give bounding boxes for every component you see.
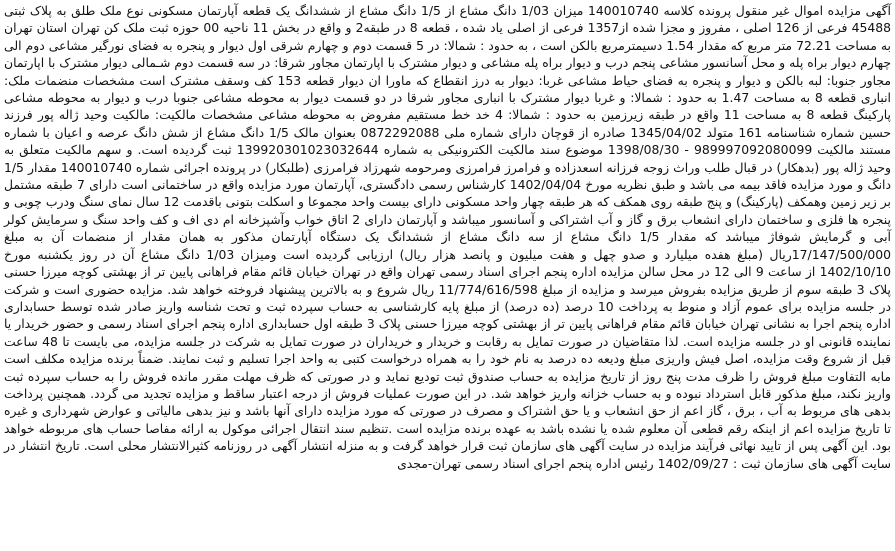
notice-body: آگهی مزایده اموال غیر منقول پرونده کلاسه 140010740 میزان 1/03 دانگ مشاع از 1/5 دانگ مشاع از ششدانگ یک قطعه آپارتمان مسکونی نوع ملک طلق به پلاک ثبتی 45488 فرعی از 126 اصلی ، مفروز و مجزا شده از1357 فرعی از اصلی یاد شده ، قطعه 8 در طبقه2 و واقع در بخش 11 ناحیه 00 حوزه ثبت ملک کن تهران استان تهران به مساحت 72.21 متر مربع که مقدار 1.54 دسیمترمربع بالکن است ، به حدود : شمالا: در 5 قسمت دوم و چهارم شرقی اول دیوار و پنجره به فضای نورگیر مشاعی دوم الی چهارم دیوار براه پله و محل آسانسور مشاعی پنجم درب و دیوار براه پله مشاعی و دیوار مشترک با اپارتمان مجاور شرقا: در سه قسمت دوم شـمالی دیوار مشترک با اپارتمان مجاور جنوبا: لبه بالکن و دیوار و پنجره به فضای حیاط مشاعی غربا: دیوار به درز انقطاع که ماورا ان دیوار قطعه 153 کف وسقف مشترک است مشخصات منضمات ملک: انباری قطعه 8 به مساحت 1.47 به حدود : شمالا: و غربا دیوار مشترک با انباری مجاور شرقا در دو قسمت دیوار به محوطه مشاعی جنوبا درب و دیوار به محوطه مشاعی پارکینگ قطعه 8 به مساحت 11 واقع در طبقه زیرزمین به حدود : شمالا: 4 خد خط مستقیم مفروض به محوطه مشاعی مشخصات مالکیت: مالکیت وحید ژاله پور فرزند حسین شماره شناسنامه 161 متولد 1345/04/02 صادره از قوچان دارای شماره ملی 0872292088 بعنوان مالک 1/5 دانگ مشاع از شش دانگ عرصه و اعیان با شماره مستند مالکیت 989997092080099 - 1398/08/30 موضوع سند مالکیت الکترونیکی به شماره 139920301023032644 ثبت گردیده است. و سهم مالکیت متعلق به وحید ژاله پور (بدهکار) در قبال طلب وراث زوجه فرزانه اسعدزاده و فرامرز فرامرزی ومرحومه شهرزاد فرامرزی (طلبکار) در پرونده اجرائی شماره 140010740 مقدار 1/5 دانگ و مورد مزایده فاقد بیمه می باشد و طبق نظریه مورخ 1402/04/04 کارشناس رسمی دادگستری، آپارتمان مورد مزایده واقع در ساختمانی است دارای 7 طبقه مشتمل بر زیر زمین وهمکف (پارکینگ) و پنج طبقه روی همکف که هر طبقه چهار واحد مسکونی دارای بیست واحد مجموعا و اسکلت بتونی باقدمت 12 سال نمای سنگ ودرب چوبی و پنجره ها فلزی و ساختمان دارای انشعاب برق و گاز و آب اشتراکی و آسانسور میباشد و آپارتمان دارای 2 اتاق خواب وآشپزخانه ام دی اف و کف واحد سنگ و سرمایش کولر آبی و گرمایش شوفاژ میباشد که مقدار 1/5 دانگ مشاع از سه دانگ مشاع از ششدانگ یک دستگاه آپارتمان مذکور به همان مقدار از منضمات آن به مبلغ 17/147/500/000ریال (مبلغ هفده میلیارد و صدو چهل و هفت میلیون و پانصد هزار ریال) ارزیابی گردیده است ومیزان 1/03 دانگ مشاع آن در روز یکشنبه مورخ 1402/10/10 از ساعت 9 الی 12 در محل سالن مزایده اداره پنجم اجرای اسناد رسمی تهران واقع در تهران خیابان قائم مقام فراهانی پایین تر از بهشتی کوچه میرزا حسنی پلاک 3 طبقه سوم از طریق مزایده بفروش میرسد و مزایده از مبلغ 11/774/616/598 ریال شروع و به بالاترین پیشنهاد فروخته خواهد شد. مزایده حضوری است و شرکت در جلسه مزایده برای عموم آزاد و منوط به پرداخت 10 درصد (ده درصد) از مبلغ پایه کارشناسی به حساب سپرده ثبت و تحت شناسه واریز صادر شده توسط حسابداری اداره پنجم اجرا به نشانی تهران خیابان قائم مقام فراهانی پایین تر از بهشتی کوچه میرزا حسنی پلاک 3 طبقه اول حسابداری اداره پنجم اجرای اسناد رسمی و حضور خریدار یا نماینده قانونی او در جلسه مزایده است. لذا متقاضیان در صورت تمایل به رقابت و خریدار و خریداران در صورت تمایل به شرکت در جلسه مزایده، می بایست تا 48 ساعت قبل از شروع وقت مزایده، اصل فیش واریزی مبلغ ودیعه ده درصد به نام خود را به همراه درخواست کتبی به واحد اجرا تسلیم و ثبت نمایند. ضمناً برنده مزایده مکلف است مابه التفاوت مبلغ فروش را ظرف مدت پنج روز از تاریخ مزایده به حساب صندوق ثبت تودیع نماید و در صورتی که ظرف مهلت مقرر مانده فروش را به حساب سپرده ثبت واریز نکند، مبلغ مذکور قابل استرداد نبوده و به حساب خزانه واریز خواهد شد. در این صورت عملیات فروش از درجه اعتبار ساقط و مزایده تجدید می گردد. همچنین پرداخت بدهی های مربوط به آب ، برق ، گاز اعم از حق انشعاب و یا حق اشتراک و مصرف در صورتی که مورد مزایده دارای آنها باشد و نیز بدهی مالیاتی و عوارض شهرداری و غیره تا تاریخ مزایده اعم از اینکه رقم قطعی آن معلوم شده یا نشده باشد به عهده برنده مزایده است .تنظیم سند انتقال اجرائی موکول به ارائه مفاصا حساب های مربوطه خواهد بود. این آگهی پس از تایید نهائی فرآیند مزایده در سایت آگهی های سازمان ثبت قرار خواهد گرفت و به منزله انتشار آگهی در روزنامه کثیرالانتشار محلی است. تاریخ انتشار در سایت آگهی های سازمان ثبت : 1402/09/27 رئیس اداره پنجم اجرای اسناد رسمی تهران-مجدی (4, 3, 892, 471)
